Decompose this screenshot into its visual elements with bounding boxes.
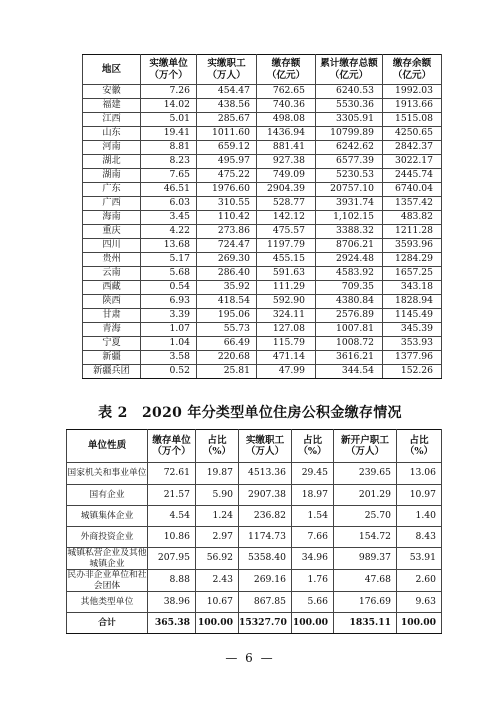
table-cell: 5.90 (196, 485, 239, 506)
table-cell: 5.68 (141, 267, 197, 281)
table-cell: 1.04 (141, 337, 197, 351)
table-row (83, 351, 442, 365)
table-row (83, 211, 442, 225)
table-row (83, 281, 442, 295)
table-cell: 239.65 (334, 463, 397, 485)
table-cell: 4513.36 (239, 463, 292, 485)
table1-header-cell: 实缴职工 （万人） (197, 55, 257, 85)
table-cell: 749.09 (257, 169, 316, 183)
table1-header-cell: 缴存余额 （亿元） (383, 55, 442, 85)
table-cell: 35.92 (197, 281, 257, 295)
table-cell: 1.07 (141, 323, 197, 337)
table-cell: 8.88 (148, 570, 196, 592)
table1-header-cell: 地区 (83, 55, 141, 85)
table-cell: 438.56 (197, 99, 257, 113)
table-cell: 152.26 (383, 365, 442, 379)
table-cell: 220.68 (197, 351, 257, 365)
table-cell: 5530.36 (316, 99, 383, 113)
table1-header-cell: 实缴单位 （万个） (141, 55, 197, 85)
table-cell: 2.97 (196, 527, 239, 548)
table-cell: 1.24 (196, 506, 239, 527)
table-cell: 2445.74 (383, 169, 442, 183)
table-cell: 1.40 (397, 506, 442, 527)
region-name-cell: 新疆兵团 (83, 365, 141, 379)
table-cell: 10799.89 (316, 127, 383, 141)
region-name-cell: 陕西 (83, 295, 141, 309)
table-cell: 8.43 (397, 527, 442, 548)
table-cell: 659.12 (197, 141, 257, 155)
table-cell: 55.73 (197, 323, 257, 337)
table-row (83, 113, 442, 127)
table1-header-row (83, 55, 442, 85)
table-cell: 4.54 (148, 506, 196, 527)
table-cell: 38.96 (148, 592, 196, 613)
table-cell: 6240.53 (316, 85, 383, 99)
table-cell: 5358.40 (239, 548, 292, 570)
table-cell: 454.47 (197, 85, 257, 99)
table-cell: 34.96 (292, 548, 334, 570)
table-cell: 345.39 (383, 323, 442, 337)
region-name-cell: 福建 (83, 99, 141, 113)
table2-header-cell: 新开户职工 （万人） (334, 430, 397, 463)
table-cell: 7.26 (141, 85, 197, 99)
table-row (83, 267, 442, 281)
table-cell: 47.99 (257, 365, 316, 379)
table-cell: 1377.96 (383, 351, 442, 365)
region-name-cell: 贵州 (83, 253, 141, 267)
table-cell: 4.22 (141, 225, 197, 239)
table-cell: 127.08 (257, 323, 316, 337)
table-cell: 592.90 (257, 295, 316, 309)
table-cell: 56.92 (196, 548, 239, 570)
region-name-cell: 云南 (83, 267, 141, 281)
table-cell: 3931.74 (316, 197, 383, 211)
table-cell: 6242.62 (316, 141, 383, 155)
table-cell: 110.42 (197, 211, 257, 225)
table-row (83, 155, 442, 169)
table-cell: 353.93 (383, 337, 442, 351)
table-row (83, 99, 442, 113)
table-cell: 4250.65 (383, 127, 442, 141)
table-cell: 5230.53 (316, 169, 383, 183)
table-cell: 100.00 (397, 613, 442, 634)
table-cell: 3.39 (141, 309, 197, 323)
table-cell: 709.35 (316, 281, 383, 295)
table-row (83, 141, 442, 155)
table-row (83, 309, 442, 323)
table-row (83, 127, 442, 141)
unit-type-cell: 国家机关和事业单位 (67, 463, 148, 485)
table-cell: 1011.60 (197, 127, 257, 141)
table-cell: 1.76 (292, 570, 334, 592)
table-cell: 3305.91 (316, 113, 383, 127)
table-cell: 0.52 (141, 365, 197, 379)
region-name-cell: 广西 (83, 197, 141, 211)
table-cell: 3.58 (141, 351, 197, 365)
table-cell: 0.54 (141, 281, 197, 295)
table-cell: 154.72 (334, 527, 397, 548)
table-cell: 269.30 (197, 253, 257, 267)
table-row (67, 548, 442, 570)
table-row (83, 85, 442, 99)
table-row (67, 463, 442, 485)
table-row (67, 570, 442, 592)
table-cell: 1515.08 (383, 113, 442, 127)
table-cell: 21.57 (148, 485, 196, 506)
table-cell: 310.55 (197, 197, 257, 211)
table-row (83, 365, 442, 379)
table-cell: 20757.10 (316, 183, 383, 197)
table-cell: 5.17 (141, 253, 197, 267)
table-cell: 9.63 (397, 592, 442, 613)
table-cell: 111.29 (257, 281, 316, 295)
region-name-cell: 西藏 (83, 281, 141, 295)
table-cell: 591.63 (257, 267, 316, 281)
table-cell: 29.45 (292, 463, 334, 485)
table-cell: 989.37 (334, 548, 397, 570)
table-cell: 343.18 (383, 281, 442, 295)
region-name-cell: 安徽 (83, 85, 141, 99)
table-cell: 25.81 (197, 365, 257, 379)
table-cell: 10.97 (397, 485, 442, 506)
table-regional-deposits (82, 54, 442, 379)
region-name-cell: 海南 (83, 211, 141, 225)
table-cell: 1828.94 (383, 295, 442, 309)
table-row (67, 592, 442, 613)
table2-header-cell: 实缴职工 （万人） (239, 430, 292, 463)
table-cell: 100.00 (196, 613, 239, 634)
table-cell: 286.40 (197, 267, 257, 281)
table-row (83, 225, 442, 239)
table-cell: 483.82 (383, 211, 442, 225)
table-cell: 25.70 (334, 506, 397, 527)
table-cell: 762.65 (257, 85, 316, 99)
table-cell: 344.54 (316, 365, 383, 379)
table-cell: 528.77 (257, 197, 316, 211)
table-cell: 115.79 (257, 337, 316, 351)
table-cell: 10.86 (148, 527, 196, 548)
table-cell: 495.97 (197, 155, 257, 169)
table-cell: 1197.79 (257, 239, 316, 253)
table-cell: 207.95 (148, 548, 196, 570)
region-name-cell: 甘肃 (83, 309, 141, 323)
table2-title: 表 2 2020 年分类型单位住房公积金缴存情况 (98, 405, 402, 421)
table-row (83, 183, 442, 197)
table-cell: 66.49 (197, 337, 257, 351)
table-cell: 2842.37 (383, 141, 442, 155)
table-cell: 1174.73 (239, 527, 292, 548)
table-cell: 14.02 (141, 99, 197, 113)
table2-header-cell: 占比 （%） (292, 430, 334, 463)
table-cell: 3388.32 (316, 225, 383, 239)
unit-type-cell: 民办非企业单位和社会团体 (67, 570, 147, 591)
table-cell: 195.06 (197, 309, 257, 323)
region-name-cell: 山东 (83, 127, 141, 141)
table-cell: 4583.92 (316, 267, 383, 281)
table2-header-row (67, 430, 442, 463)
region-name-cell: 河南 (83, 141, 141, 155)
table-cell: 475.22 (197, 169, 257, 183)
region-name-cell: 湖南 (83, 169, 141, 183)
table-cell: 2904.39 (257, 183, 316, 197)
table-cell: 1.54 (292, 506, 334, 527)
table-cell: 7.66 (292, 527, 334, 548)
table-cell: 867.85 (239, 592, 292, 613)
table-cell: 2576.89 (316, 309, 383, 323)
region-name-cell: 青海 (83, 323, 141, 337)
table-cell: 324.11 (257, 309, 316, 323)
table-cell: 269.16 (239, 570, 292, 592)
table-cell: 3022.17 (383, 155, 442, 169)
table-cell: 881.41 (257, 141, 316, 155)
table-cell: 15327.70 (239, 613, 292, 634)
table-cell: 418.54 (197, 295, 257, 309)
table-cell: 3616.21 (316, 351, 383, 365)
table-cell: 1007.81 (316, 323, 383, 337)
table-row (67, 506, 442, 527)
table-cell: 6.03 (141, 197, 197, 211)
table-row (67, 527, 442, 548)
table-cell: 740.36 (257, 99, 316, 113)
table-row (83, 253, 442, 267)
table-cell: 53.91 (397, 548, 442, 570)
table-cell: 1657.25 (383, 267, 442, 281)
table-cell: 47.68 (334, 570, 397, 592)
table-cell: 13.06 (397, 463, 442, 485)
table-cell: 927.38 (257, 155, 316, 169)
table-cell: 7.65 (141, 169, 197, 183)
table-cell: 100.00 (292, 613, 334, 634)
table1-header-cell: 缴存额 （亿元） (257, 55, 316, 85)
region-name-cell: 重庆 (83, 225, 141, 239)
table-cell: 1976.60 (197, 183, 257, 197)
table-cell: 18.97 (292, 485, 334, 506)
table-cell: 1145.49 (383, 309, 442, 323)
region-name-cell: 四川 (83, 239, 141, 253)
table-cell: 8.81 (141, 141, 197, 155)
unit-type-cell: 其他类型单位 (67, 592, 148, 613)
region-name-cell: 湖北 (83, 155, 141, 169)
table-cell: 8.23 (141, 155, 197, 169)
unit-type-cell: 国有企业 (67, 485, 148, 506)
table2-header-cell: 占比 （%） (196, 430, 239, 463)
region-name-cell: 新疆 (83, 351, 141, 365)
table2-header-cell: 占比 （%） (397, 430, 442, 463)
table-cell: 1436.94 (257, 127, 316, 141)
table-cell: 1835.11 (334, 613, 397, 634)
table-row (67, 485, 442, 506)
table-cell: 3593.96 (383, 239, 442, 253)
table-cell: 3.45 (141, 211, 197, 225)
table-cell: 455.15 (257, 253, 316, 267)
table-row (83, 323, 442, 337)
table-cell: 1992.03 (383, 85, 442, 99)
table-cell: 10.67 (196, 592, 239, 613)
table-cell: 6.93 (141, 295, 197, 309)
unit-type-cell: 合计 (67, 613, 148, 634)
table-cell: 142.12 (257, 211, 316, 225)
table-row (83, 337, 442, 351)
table-cell: 724.47 (197, 239, 257, 253)
table-cell: 236.82 (239, 506, 292, 527)
table-row (83, 197, 442, 211)
table-cell: 1357.42 (383, 197, 442, 211)
table-cell: 2.43 (196, 570, 239, 592)
table-cell: 475.57 (257, 225, 316, 239)
unit-type-cell: 外商投资企业 (67, 527, 148, 548)
table-cell: 13.68 (141, 239, 197, 253)
table-cell: 273.86 (197, 225, 257, 239)
table2-header-cell: 缴存单位 （万个） (148, 430, 196, 463)
table-cell: 1913.66 (383, 99, 442, 113)
region-name-cell: 江西 (83, 113, 141, 127)
table-cell: 2.60 (397, 570, 442, 592)
unit-type-cell: 城镇私营企业及其他城镇企业 (67, 548, 147, 569)
table-row (83, 169, 442, 183)
table-row (83, 295, 442, 309)
table-cell: 2924.48 (316, 253, 383, 267)
table-cell: 1,102.15 (316, 211, 383, 225)
table-cell: 2907.38 (239, 485, 292, 506)
page-number: — 6 — (225, 651, 275, 665)
table-cell: 1211.28 (383, 225, 442, 239)
table-cell: 4380.84 (316, 295, 383, 309)
table1-header-cell: 累计缴存总额 （亿元） (316, 55, 383, 85)
table-deposits-by-unit-type (66, 429, 442, 634)
table-cell: 6577.39 (316, 155, 383, 169)
table-cell: 498.08 (257, 113, 316, 127)
table-cell: 19.87 (196, 463, 239, 485)
table-cell: 8706.21 (316, 239, 383, 253)
table-cell: 5.66 (292, 592, 334, 613)
table-cell: 1008.72 (316, 337, 383, 351)
table-cell: 176.69 (334, 592, 397, 613)
table-cell: 201.29 (334, 485, 397, 506)
table-cell: 5.01 (141, 113, 197, 127)
region-name-cell: 广东 (83, 183, 141, 197)
table-cell: 19.41 (141, 127, 197, 141)
table-cell: 1284.29 (383, 253, 442, 267)
table2-header-cell: 单位性质 (67, 430, 148, 463)
total-row (67, 613, 442, 634)
region-name-cell: 宁夏 (83, 337, 141, 351)
table-cell: 6740.04 (383, 183, 442, 197)
table-cell: 72.61 (148, 463, 196, 485)
unit-type-cell: 城镇集体企业 (67, 506, 148, 527)
table-cell: 365.38 (148, 613, 196, 634)
table-cell: 471.14 (257, 351, 316, 365)
table-row (83, 239, 442, 253)
table-cell: 46.51 (141, 183, 197, 197)
table-cell: 285.67 (197, 113, 257, 127)
